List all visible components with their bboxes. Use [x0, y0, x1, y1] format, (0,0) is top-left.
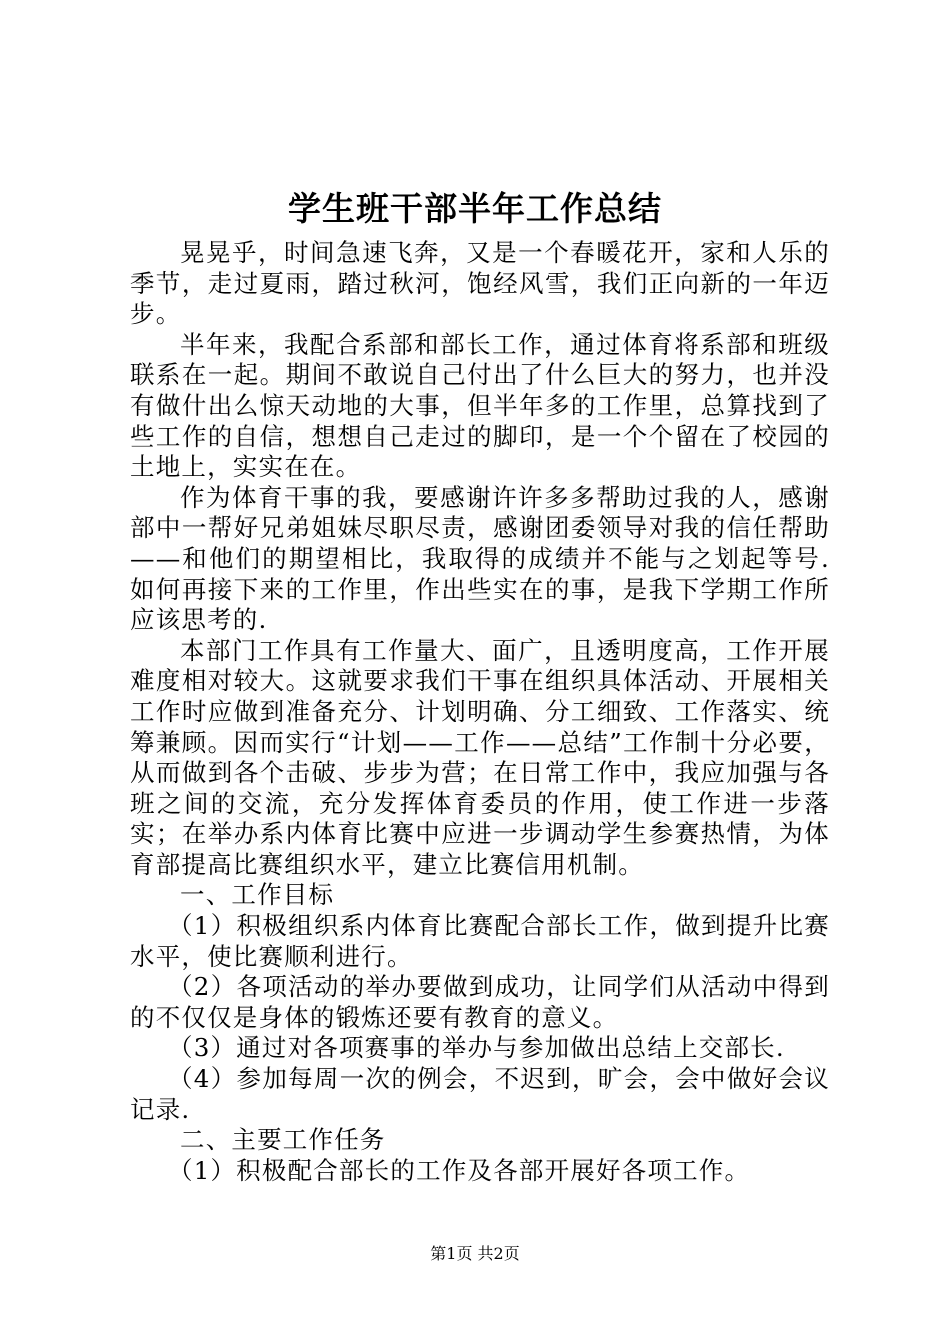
paragraph-intro: 晃晃乎，时间急速飞奔，又是一个春暖花开，家和人乐的季节，走过夏雨，踏过秋河，饱经风雪，我们正向新的一年迈步。 [130, 238, 830, 329]
document-title: 学生班干部半年工作总结 [288, 189, 662, 228]
task-item-1: （1）积极配合部长的工作及各部开展好各项工作。 [168, 1155, 751, 1185]
paragraph-half-year: 半年来，我配合系部和部长工作，通过体育将系部和班级联系在一起。期间不敢说自己付出了什么巨大的努力，也并没有做什出么惊天动地的大事，但半年多的工作里，总算找到了些工作的自信，想想自己走过的脚印，是一个个留在了校园的土地上，实实在在。 [130, 329, 830, 482]
goal-item-3: （3）通过对各项赛事的举办与参加做出总结上交部长. [168, 1033, 785, 1063]
goal-item-1: （1）积极组织系内体育比赛配合部长工作，做到提升比赛水平，使比赛顺利进行。 [130, 911, 830, 971]
section-heading-goals: 一、工作目标 [180, 880, 335, 910]
paragraph-thanks: 作为体育干事的我，要感谢许许多多帮助过我的人，感谢部中一帮好兄弟姐妹尽职尽责，感谢团委领导对我的信任帮助——和他们的期望相比，我取得的成绩并不能与之划起等号.如何再接下来的工作里，作出些实在的事，是我下学期工作所应该思考的. [130, 482, 830, 635]
document-body [130, 238, 830, 1186]
section-heading-tasks: 二、主要工作任务 [180, 1125, 386, 1155]
paragraph-department: 本部门工作具有工作量大、面广，且透明度高，工作开展难度相对较大。这就要求我们干事在组织具体活动、开展相关工作时应做到准备充分、计划明确、分工细致、工作落实、统筹兼顾。因而实行“计划——工作——总结”工作制十分必要，从而做到各个击破、步步为营；在日常工作中，我应加强与各班之间的交流，充分发挥体育委员的作用，使工作进一步落实；在举办系内体育比赛中应进一步调动学生参赛热情，为体育部提高比赛组织水平，建立比赛信用机制。 [130, 635, 830, 879]
goal-item-2: （2）各项活动的举办要做到成功，让同学们从活动中得到的不仅仅是身体的锻炼还要有教育的意义。 [130, 972, 830, 1032]
goal-item-4: （4）参加每周一次的例会，不迟到，旷会，会中做好会议记录. [130, 1064, 830, 1124]
page-number-footer: 第1页 共2页 [430, 1244, 520, 1263]
